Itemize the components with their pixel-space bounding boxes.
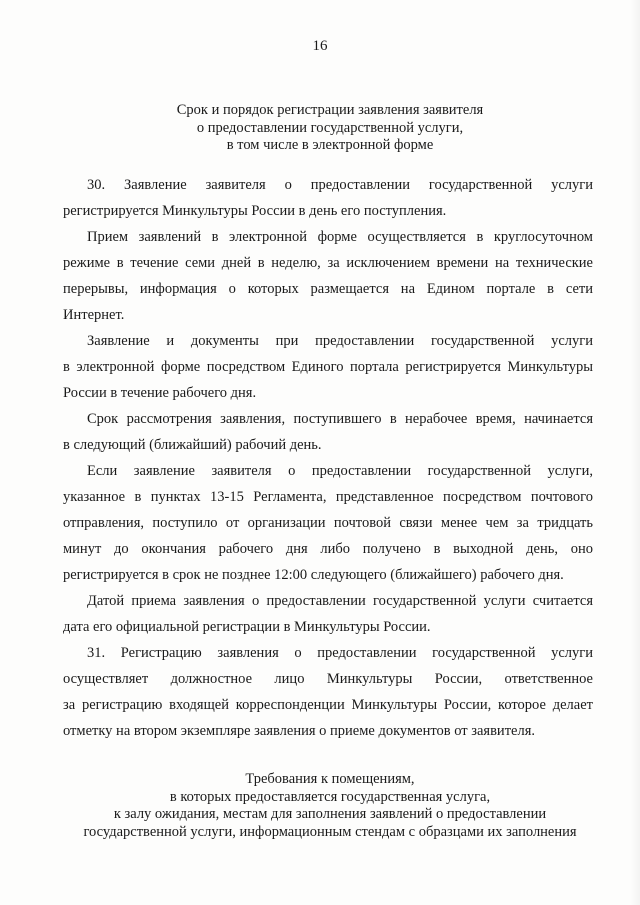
paragraph [63,328,593,406]
text-line: за регистрацию входящей корреспонденции Минкультуры России, которое делает [63,697,593,713]
paragraph [63,406,593,458]
heading-line: государственной услуги, информационным стендам с образцами их заполнения [83,823,577,840]
text-line: 31. Регистрацию заявления о предоставлении государственной услуги [87,645,593,661]
paragraph [63,458,593,588]
text-line: дата его официальной регистрации в Минкультуры России. [63,619,431,635]
text-line: Датой приема заявления о предоставлении государственной услуги считается [87,593,593,609]
text-line: режиме в течение семи дней в неделю, за исключением времени на технические [63,255,593,271]
text-line: Срок рассмотрения заявления, поступившего в нерабочее время, начинается [87,411,593,427]
text-line: регистрируется Минкультуры России в день его поступления. [63,203,447,219]
page-number: 16 [312,38,328,54]
text-line: осуществляет должностное лицо Минкультуры России, ответственное [63,671,593,687]
text-line: в следующий (ближайший) рабочий день. [63,437,322,453]
text-line: минут до окончания рабочего дня либо получено в выходной день, оно [63,541,593,557]
text-line: Если заявление заявителя о предоставлении государственной услуги, [87,463,593,479]
heading-line: Срок и порядок регистрации заявления заявителя [176,102,484,118]
text-line: отправления, поступило от организации почтовой связи менее чем за тридцать [63,515,593,531]
paragraph [63,172,593,224]
heading-line: к залу ожидания, местам для заполнения заявлений о предоставлении [113,806,547,822]
scan-edge-shadow [630,0,640,905]
paragraph [63,640,593,744]
paragraph [63,588,593,640]
text-line: России в течение рабочего дня. [63,385,257,401]
text-line: в электронной форме посредством Единого портала регистрируется Минкультуры [63,359,593,375]
text-line: Заявление и документы при предоставлении государственной услуги [87,333,593,349]
text-line: перерывы, информация о которых размещается на Едином портале в сети [63,281,593,297]
heading-line: в которых предоставляется государственная услуга, [169,788,491,805]
heading-line: о предоставлении государственной услуги, [196,119,464,136]
heading-line: в том числе в электронной форме [226,137,434,153]
paragraph [63,224,593,328]
section-heading-registration [60,102,600,155]
heading-line: Требования к помещениям, [245,771,415,787]
text-line: Прием заявлений в электронной форме осуществляется в круглосуточном [87,229,593,245]
text-line: Интернет. [63,307,125,323]
section-heading-premises [60,771,600,841]
text-line: 30. Заявление заявителя о предоставлении государственной услуги [87,177,593,193]
text-line: регистрируется в срок не позднее 12:00 следующего (ближайшего) рабочего дня. [63,567,564,583]
text-line: указанное в пунктах 13-15 Регламента, представленное посредством почтового [63,489,593,505]
text-line: отметку на втором экземпляре заявления о приеме документов от заявителя. [63,723,535,739]
document-body [63,172,593,744]
